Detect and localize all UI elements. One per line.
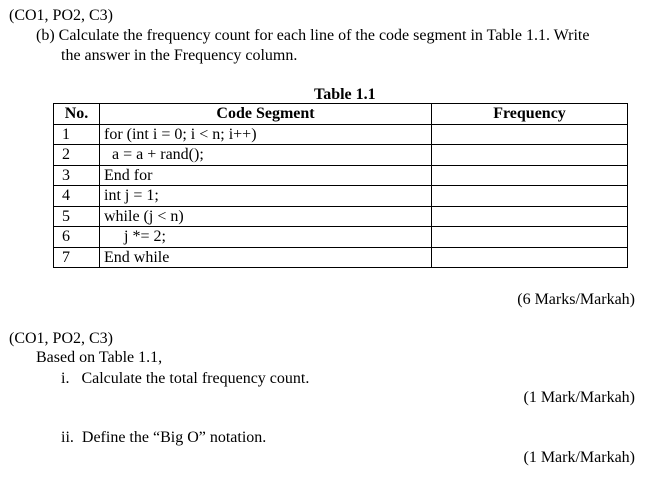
frequency-cell <box>432 124 628 145</box>
line-number-cell: 1 <box>54 124 100 145</box>
code-cell: j *= 2; <box>100 227 432 248</box>
line-number-cell: 6 <box>54 227 100 248</box>
table-title: Table 1.1 <box>314 86 376 103</box>
frequency-cell <box>432 145 628 166</box>
code-frequency-table <box>53 103 628 268</box>
question-b-text-continued: the answer in the Frequency column. <box>61 47 298 64</box>
table-row <box>54 124 628 145</box>
section-header: (CO1, PO2, C3) <box>9 7 114 24</box>
table-row <box>54 206 628 227</box>
section-header: (CO1, PO2, C3) <box>9 330 114 347</box>
code-cell: a = a + rand(); <box>100 145 432 166</box>
frequency-cell <box>432 186 628 207</box>
frequency-cell <box>432 165 628 186</box>
marks-label: (6 Marks/Markah) <box>517 291 635 308</box>
line-number-cell: 5 <box>54 206 100 227</box>
column-header-frequency: Frequency <box>432 104 628 125</box>
code-cell: while (j < n) <box>100 206 432 227</box>
table-row <box>54 165 628 186</box>
line-number-cell: 2 <box>54 145 100 166</box>
column-header-code-segment: Code Segment <box>100 104 432 125</box>
line-number-cell: 4 <box>54 186 100 207</box>
marks-label: (1 Mark/Markah) <box>523 449 635 466</box>
question-item-i: i. Calculate the total frequency count. <box>61 370 310 387</box>
line-number-cell: 3 <box>54 165 100 186</box>
code-cell: End while <box>100 247 432 268</box>
frequency-cell <box>432 247 628 268</box>
marks-label: (1 Mark/Markah) <box>523 389 635 406</box>
table-row <box>54 227 628 248</box>
column-header-no: No. <box>54 104 100 125</box>
question-item-ii: ii. Define the “Big O” notation. <box>61 429 267 446</box>
line-number-cell: 7 <box>54 247 100 268</box>
code-cell: int j = 1; <box>100 186 432 207</box>
table-row <box>54 186 628 207</box>
frequency-cell <box>432 227 628 248</box>
code-cell: for (int i = 0; i < n; i++) <box>100 124 432 145</box>
code-cell: End for <box>100 165 432 186</box>
frequency-cell <box>432 206 628 227</box>
table-header-row <box>54 104 628 125</box>
question-intro: Based on Table 1.1, <box>36 349 163 366</box>
question-b-text: (b) Calculate the frequency count for each line of the code segment in Table 1.1. Write <box>36 27 590 44</box>
table-row <box>54 247 628 268</box>
table-row <box>54 145 628 166</box>
